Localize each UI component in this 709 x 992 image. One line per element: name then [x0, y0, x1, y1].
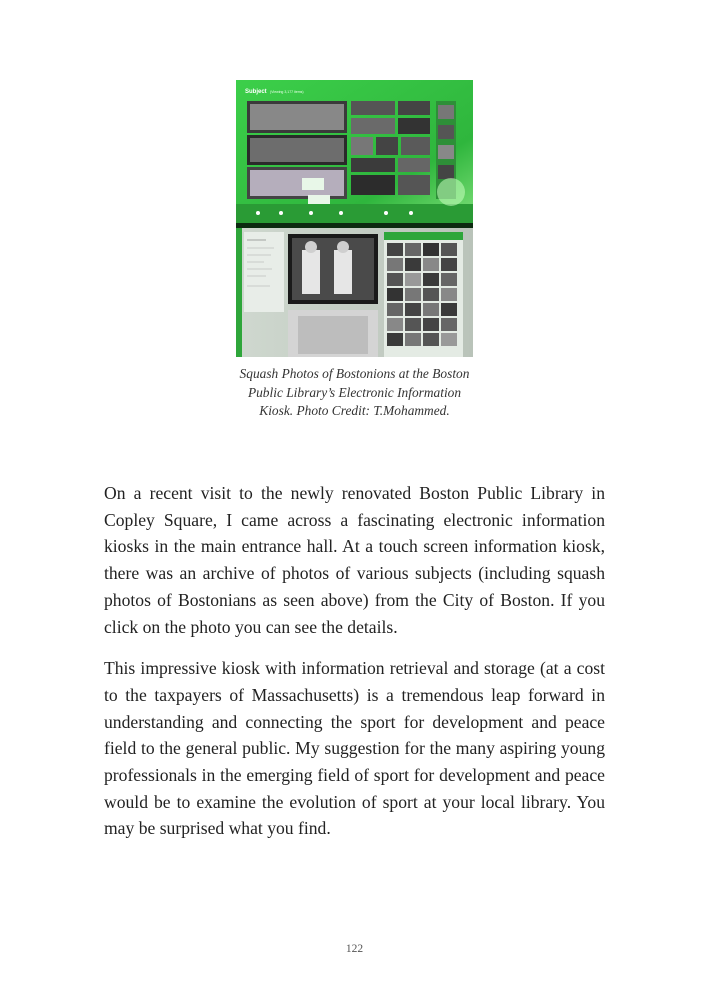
paragraph: This impressive kiosk with information retrieval and storage (at a cost to the taxpayers of Massachusetts) is a tremendous leap forward in understanding and connecting the sport for development and peace field to the general public. My suggestion for the many aspiring young professionals in the emerging field of sport for development and peace would be to examine the evolution of sport at your local library. You may be surprised what you find. [104, 658, 605, 839]
paragraph: On a recent visit to the newly renovated Boston Public Library in Copley Square, I came across a fascinating electronic information kiosks in the main entrance hall. At a touch screen information kiosk, there was an archive of photos of various subjects (including squash photos of Bostonians as seen above) from the City of Boston. If you click on the photo you can see the details. [104, 483, 605, 637]
kiosk-photo [236, 80, 473, 357]
kiosk-subheader: (Viewing 3,177 items) [270, 90, 304, 94]
page-number: 122 [345, 943, 364, 955]
kiosk-header: Subject [245, 89, 267, 95]
figure-caption: Squash Photos of Bostonions at the Boston Public Library’s Electronic Information Kiosk. Photo Credit: T.Mohammed. [239, 366, 470, 418]
kiosk-toolbar [236, 204, 473, 223]
kiosk-results-grid [384, 232, 463, 357]
article-body [104, 480, 605, 857]
